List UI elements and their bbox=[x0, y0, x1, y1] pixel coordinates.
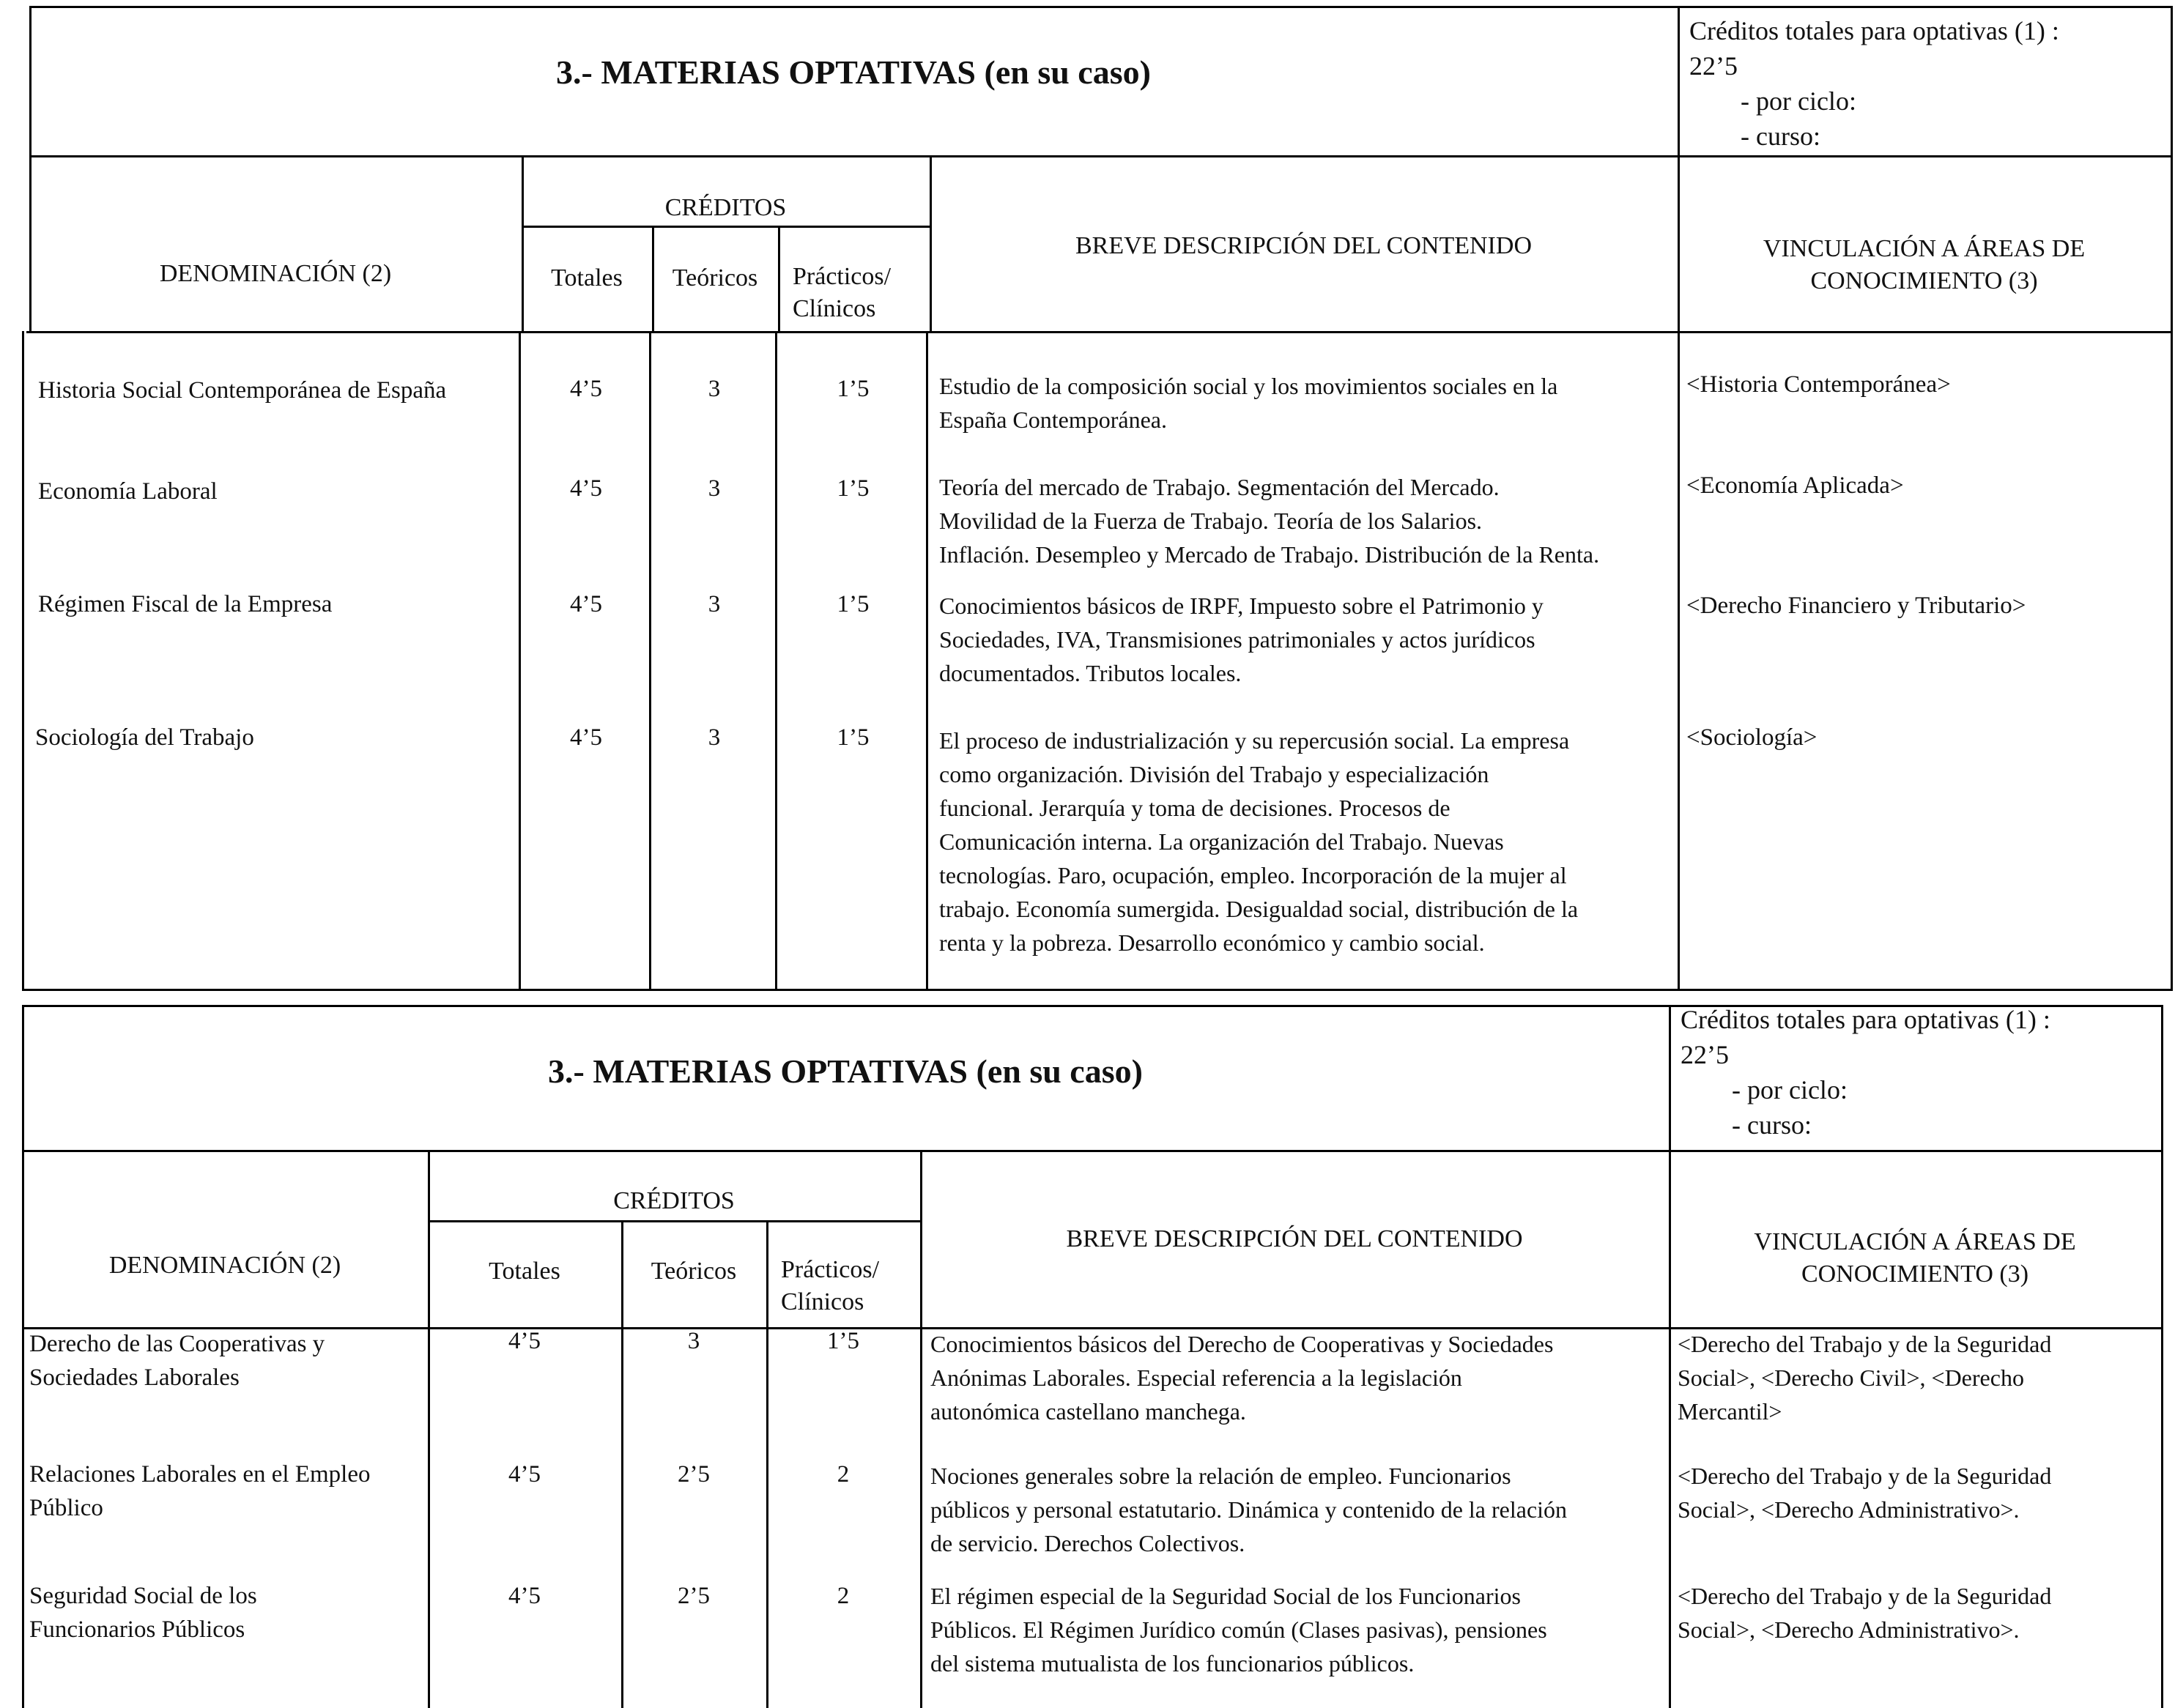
table-row-teoricos: 3 bbox=[687, 1328, 700, 1354]
area-line: Mercantil> bbox=[1678, 1398, 1782, 1425]
header-teoricos: Teóricos bbox=[672, 264, 758, 292]
table-row-description bbox=[930, 1459, 1567, 1560]
per-cycle-label: - por ciclo: bbox=[1741, 86, 1856, 116]
table-row-name: Sociología del Trabajo bbox=[35, 724, 254, 751]
section-title: 3.- MATERIAS OPTATIVAS (en su caso) bbox=[548, 1052, 1143, 1090]
header-practicos-line2: Clínicos bbox=[781, 1288, 864, 1315]
credit-totals bbox=[1689, 13, 2059, 154]
table-row-teoricos: 3 bbox=[708, 724, 721, 751]
header-vinculacion-line2: CONOCIMIENTO (3) bbox=[1810, 267, 2038, 294]
header-descripcion: BREVE DESCRIPCIÓN DEL CONTENIDO bbox=[1075, 232, 1532, 259]
table-row-practicos: 1’5 bbox=[837, 475, 870, 502]
area-line: <Derecho del Trabajo y de la Seguridad bbox=[1678, 1463, 2052, 1489]
description-line: renta y la pobreza. Desarrollo económico y cambio social. bbox=[939, 929, 1485, 956]
credit-totals-value: 22’5 bbox=[1681, 1040, 1729, 1069]
table-row-practicos: 1’5 bbox=[837, 591, 870, 617]
table-row-area: <Economía Aplicada> bbox=[1686, 472, 1904, 499]
table-row-totales: 4’5 bbox=[508, 1461, 541, 1488]
table-row-totales: 4’5 bbox=[570, 475, 602, 502]
header-practicos-line1: Prácticos/ bbox=[793, 263, 892, 290]
credit-totals-value: 22’5 bbox=[1689, 51, 1738, 81]
name-line: Funcionarios Públicos bbox=[29, 1616, 245, 1643]
description-line: El régimen especial de la Seguridad Social de los Funcionarios bbox=[930, 1583, 1521, 1609]
header-creditos: CRÉDITOS bbox=[664, 194, 787, 221]
description-line: Inflación. Desempleo y Mercado de Trabajo. Distribución de la Renta. bbox=[939, 541, 1600, 568]
header-vinculacion bbox=[1678, 233, 2171, 297]
description-line: Nociones generales sobre la relación de empleo. Funcionarios bbox=[930, 1463, 1511, 1489]
table-row-area: <Historia Contemporánea> bbox=[1686, 371, 1951, 398]
header-vinculacion bbox=[1669, 1226, 2161, 1291]
description-line: Públicos. El Régimen Jurídico común (Clases pasivas), pensiones bbox=[930, 1616, 1547, 1643]
per-cycle-label: - por ciclo: bbox=[1732, 1075, 1848, 1104]
table-row-description bbox=[930, 1579, 1547, 1680]
description-line: como organización. División del Trabajo y especialización bbox=[939, 761, 1489, 787]
table-row-teoricos: 3 bbox=[708, 475, 721, 502]
table-row-totales: 4’5 bbox=[570, 591, 602, 617]
description-line: Comunicación interna. La organización del Trabajo. Nuevas bbox=[939, 828, 1504, 855]
header-practicos-line1: Prácticos/ bbox=[781, 1256, 880, 1283]
table-row-practicos: 2 bbox=[837, 1583, 850, 1609]
description-line: Teoría del mercado de Trabajo. Segmentación del Mercado. bbox=[939, 474, 1500, 500]
table-row-name: Economía Laboral bbox=[38, 478, 218, 505]
description-line: tecnologías. Paro, ocupación, empleo. Incorporación de la mujer al bbox=[939, 862, 1567, 888]
description-line: Movilidad de la Fuerza de Trabajo. Teoría de los Salarios. bbox=[939, 508, 1483, 534]
table-row-name bbox=[29, 1327, 325, 1395]
table-row-area bbox=[1678, 1579, 2051, 1646]
description-line: España Contemporánea. bbox=[939, 406, 1167, 433]
header-denominacion: DENOMINACIÓN (2) bbox=[159, 260, 392, 287]
table-row-totales: 4’5 bbox=[508, 1328, 541, 1354]
description-line: El proceso de industrialización y su repercusión social. La empresa bbox=[939, 727, 1570, 754]
description-line: Estudio de la composición social y los movimientos sociales en la bbox=[939, 373, 1558, 399]
table-row-teoricos: 3 bbox=[708, 591, 721, 617]
description-line: del sistema mutualista de los funcionarios públicos. bbox=[930, 1650, 1415, 1677]
header-vinculacion-line1: VINCULACIÓN A ÁREAS DE bbox=[1763, 235, 2086, 262]
area-line: Social>, <Derecho Administrativo>. bbox=[1678, 1616, 2020, 1643]
description-line: Anónimas Laborales. Especial referencia a la legislación bbox=[930, 1364, 1462, 1391]
header-descripcion: BREVE DESCRIPCIÓN DEL CONTENIDO bbox=[1066, 1225, 1523, 1252]
credit-totals bbox=[1681, 1002, 2050, 1143]
description-line: autonómica castellano manchega. bbox=[930, 1398, 1246, 1425]
table-row-area: <Sociología> bbox=[1686, 724, 1818, 751]
header-practicos-line2: Clínicos bbox=[793, 295, 876, 322]
header-practicos bbox=[778, 261, 930, 325]
table-row-description bbox=[930, 1327, 1553, 1428]
area-line: <Derecho del Trabajo y de la Seguridad bbox=[1678, 1331, 2052, 1357]
header-totales: Totales bbox=[551, 264, 623, 292]
header-totales: Totales bbox=[489, 1258, 560, 1285]
table-row-totales: 4’5 bbox=[508, 1583, 541, 1609]
area-line: <Derecho del Trabajo y de la Seguridad bbox=[1678, 1583, 2052, 1609]
header-teoricos: Teóricos bbox=[651, 1258, 737, 1285]
header-creditos: CRÉDITOS bbox=[613, 1187, 735, 1214]
table-row-name: Régimen Fiscal de la Empresa bbox=[38, 591, 333, 617]
table-row-area: <Derecho Financiero y Tributario> bbox=[1686, 593, 2026, 619]
table-row-name bbox=[29, 1458, 370, 1525]
header-vinculacion-line2: CONOCIMIENTO (3) bbox=[1801, 1260, 2029, 1288]
area-line: Social>, <Derecho Civil>, <Derecho bbox=[1678, 1364, 2024, 1391]
table-row-totales: 4’5 bbox=[570, 724, 602, 751]
name-line: Derecho de las Cooperativas y bbox=[29, 1331, 325, 1357]
section-title: 3.- MATERIAS OPTATIVAS (en su caso) bbox=[556, 53, 1151, 91]
table-row-totales: 4’5 bbox=[570, 376, 602, 402]
table-row-area bbox=[1678, 1327, 2051, 1428]
optativas-table-2 bbox=[0, 996, 2175, 1708]
name-line: Público bbox=[29, 1495, 103, 1521]
description-line: documentados. Tributos locales. bbox=[939, 660, 1242, 686]
table-row-description bbox=[939, 589, 1544, 690]
description-line: trabajo. Economía sumergida. Desigualdad social, distribución de la bbox=[939, 896, 1579, 922]
header-practicos bbox=[766, 1254, 920, 1318]
name-line: Relaciones Laborales en el Empleo bbox=[29, 1461, 371, 1488]
table-row-area bbox=[1678, 1459, 2051, 1526]
per-course-label: - curso: bbox=[1741, 122, 1820, 151]
table-row-name: Historia Social Contemporánea de España bbox=[38, 377, 447, 404]
table-row-practicos: 1’5 bbox=[827, 1328, 859, 1354]
name-line: Sociedades Laborales bbox=[29, 1364, 240, 1391]
table-row-practicos: 2 bbox=[837, 1461, 850, 1488]
name-line: Seguridad Social de los bbox=[29, 1583, 257, 1609]
table-row-name bbox=[29, 1579, 257, 1646]
table-row-teoricos: 2’5 bbox=[678, 1461, 710, 1488]
description-line: funcional. Jerarquía y toma de decisiones. Procesos de bbox=[939, 795, 1450, 821]
table-row-teoricos: 2’5 bbox=[678, 1583, 710, 1609]
table-row-description bbox=[939, 724, 1578, 959]
table-row-description bbox=[939, 470, 1599, 571]
table-row-practicos: 1’5 bbox=[837, 724, 870, 751]
header-denominacion: DENOMINACIÓN (2) bbox=[108, 1252, 341, 1279]
credit-totals-label: Créditos totales para optativas (1) : bbox=[1681, 1005, 2050, 1034]
table-row-practicos: 1’5 bbox=[837, 376, 870, 402]
description-line: de servicio. Derechos Colectivos. bbox=[930, 1530, 1245, 1556]
description-line: públicos y personal estatutario. Dinámica y contenido de la relación bbox=[930, 1496, 1568, 1523]
description-line: Sociedades, IVA, Transmisiones patrimoniales y actos jurídicos bbox=[939, 626, 1535, 653]
table-row-description bbox=[939, 369, 1557, 437]
table-row-teoricos: 3 bbox=[708, 376, 721, 402]
area-line: Social>, <Derecho Administrativo>. bbox=[1678, 1496, 2020, 1523]
per-course-label: - curso: bbox=[1732, 1110, 1812, 1140]
description-line: Conocimientos básicos del Derecho de Cooperativas y Sociedades bbox=[930, 1331, 1554, 1357]
header-vinculacion-line1: VINCULACIÓN A ÁREAS DE bbox=[1754, 1228, 2076, 1255]
credit-totals-label: Créditos totales para optativas (1) : bbox=[1689, 16, 2059, 45]
description-line: Conocimientos básicos de IRPF, Impuesto sobre el Patrimonio y bbox=[939, 593, 1544, 619]
